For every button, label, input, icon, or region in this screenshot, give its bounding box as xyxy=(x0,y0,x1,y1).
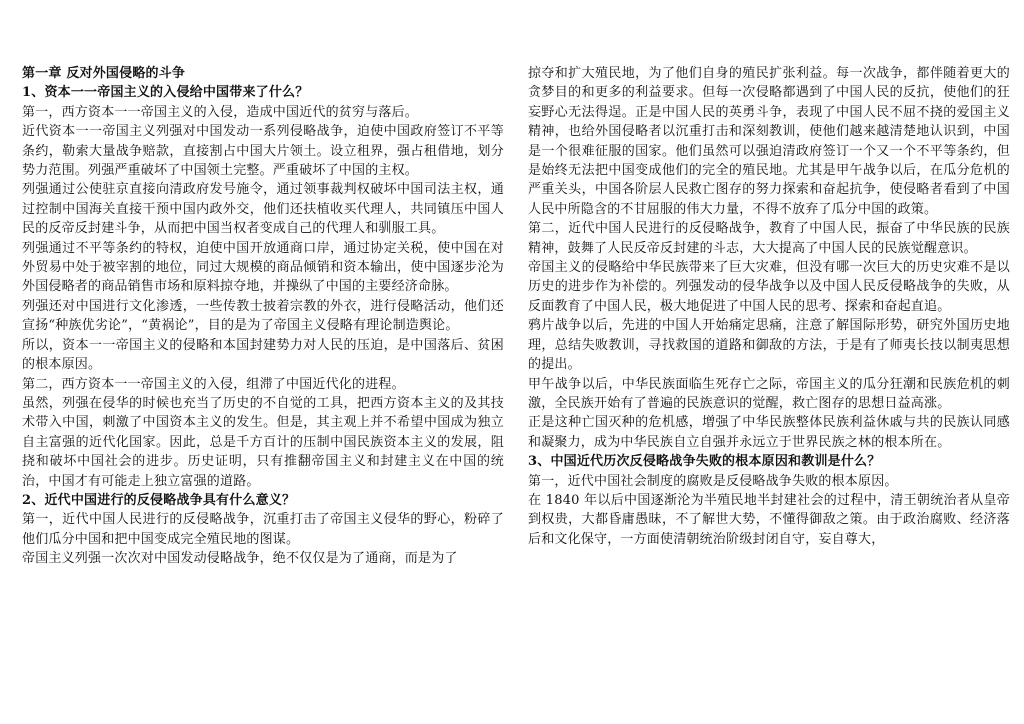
section-heading: 第一章 反对外国侵略的斗争 xyxy=(22,66,186,81)
right-column xyxy=(528,64,1010,549)
paragraph: 第一，西方资本一一帝国主义的入侵，造成中国近代的贫穷与落后。 xyxy=(22,104,419,120)
paragraph: 帝国主义的侵略给中华民族带来了巨大灾难，但没有哪一次巨大的历史灾难不是以历史的进步作为补偿的。列强发动的侵华战争以及中国人民反侵略战争的失败，从反面教育了中国人民，极大地促进了中国人民的思考、探索和奋起直追。 xyxy=(528,260,1010,314)
section-heading: 3、中国近代历次反侵略战争失败的根本原因和教训是什么？ xyxy=(528,454,881,470)
section-heading: 2、近代中国进行的反侵略战争具有什么意义？ xyxy=(22,492,296,508)
paragraph: 列强通过公使驻京直接向清政府发号施令，通过领事裁判权破坏中国司法主权，通过控制中国海关直接干预中国内政外交，他们还扶植收买代理人，共同镇压中国人民的反帝反封建斗争，从而把中国当权者变成自己的代理人和驯服工具。 xyxy=(22,182,504,237)
paragraph: 第二，西方资本一一帝国主义的入侵，组滞了中国近代化的进程。 xyxy=(22,376,405,392)
section-heading: 1、资本一一帝国主义的入侵给中国带来了什么？ xyxy=(22,85,309,101)
paragraph: 甲午战争以后，中华民族面临生死存亡之际，帝国主义的瓜分狂潮和民族危机的刺激，全民族开始有了普遍的民族意识的觉醒，救亡图存的思想日益高涨。 xyxy=(528,376,1010,411)
paragraph: 第一，近代中国人民进行的反侵略战争，沉重打击了帝国主义侵华的野心，粉碎了他们瓜分中国和把中国变成完全殖民地的图谋。 xyxy=(22,512,504,547)
paragraph: 第一，近代中国社会制度的腐败是反侵略战争失败的根本原因。 xyxy=(528,473,898,489)
paragraph: 列强还对中国进行文化渗透，一些传教士披着宗教的外衣，进行侵略活动，他们还宣扬“种族优劣论”，“黄祸论”，目的是为了帝国主义侵略有理论制造舆论。 xyxy=(22,298,504,334)
paragraph: 帝国主义列强一次次对中国发动侵略战争，绝不仅仅是为了通商，而是为了 xyxy=(22,551,458,567)
paragraph: 在 1840 年以后中国逐渐沦为半殖民地半封建社会的过程中，清王朝统治者从皇帝到权贵，大都昏庸愚昧，不了解世大势，不懂得御敌之策。由于政治腐败、经济落后和文化保守，一方面使清朝统治阶级封闭自守，妄自尊大， xyxy=(528,492,1010,547)
left-column xyxy=(22,64,504,569)
paragraph: 近代资本一一帝国主义列强对中国发动一系列侵略战争，迫使中国政府签订不平等条约，勒索大量战争赔款，直接割占中国大片领土。设立租界，强占租借地，划分势力范围。列强严重破坏了中国领土完整。严重破坏了中国的主权。 xyxy=(22,124,504,179)
paragraph: 虽然，列强在侵华的时候也充当了历史的不自觉的工具，把西方资本主义的及其技术带入中国，刺激了中国资本主义的发生。但是，其主观上并不希望中国成为独立自主富强的近代化国家。因此，总是千方百计的压制中国民族资本主义的发展，阻挠和破坏中国社会的进步。历史证明，只有推翻帝国主义和封建主义在中国的统治，中国才有可能走上独立富强的道路。 xyxy=(22,395,504,489)
paragraph: 鸦片战争以后，先进的中国人开始痛定思痛，注意了解国际形势，研究外国历史地理，总结失败教训，寻找救国的道路和御敌的方法，于是有了师夷长技以制夷思想的提出。 xyxy=(528,318,1010,373)
paragraph: 所以，资本一一帝国主义的侵略和本国封建势力对人民的压迫，是中国落后、贫困的根本原因。 xyxy=(22,337,504,373)
paragraph: 列强通过不平等条约的特权，迫使中国开放通商口岸，通过协定关税，使中国在对外贸易中处于被宰割的地位，同过大规模的商品倾销和资本输出，使中国逐步沦为外国侵略者的商品销售市场和原料掠夺地，并操纵了中国的主要经济命脉。 xyxy=(22,240,504,295)
paragraph: 掠夺和扩大殖民地，为了他们自身的殖民扩张利益。每一次战争，都伴随着更大的贪梦目的和更多的利益要求。但每一次侵略都遇到了中国人民的反抗，使他们的狂妄野心无法得逞。正是中国人民的英勇斗争，表现了中国人民不屈不挠的爱国主义精神，也给外国侵略者以沉重打击和深刻教训，使他们越来越清楚地认识到，中国是一个很难征服的国家。他们虽然可以强迫清政府签订一个又一个不平等条约，但是始终无法把中国变成他们的完全的殖民地。尤其是甲午战争以后，在瓜分危机的严重关头，中国各阶层人民救亡图存的努力探索和奋起抗争，使侵略者看到了中国人民中所隐含的不甘屈服的伟大力量，不得不放弃了瓜分中国的政策。 xyxy=(528,66,1010,217)
paragraph: 正是这种亡国灭种的危机感，增强了中华民族整体民族利益休戚与共的民族认同感和凝聚力，成为中华民族自立自强并永远立于世界民族之林的根本所在。 xyxy=(528,415,1010,450)
paragraph: 第二，近代中国人民进行的反侵略战争，教育了中国人民，振奋了中华民族的民族精神，鼓舞了人民反帝反封建的斗志，大大提高了中国人民的民族觉醒意识。 xyxy=(528,221,1010,256)
